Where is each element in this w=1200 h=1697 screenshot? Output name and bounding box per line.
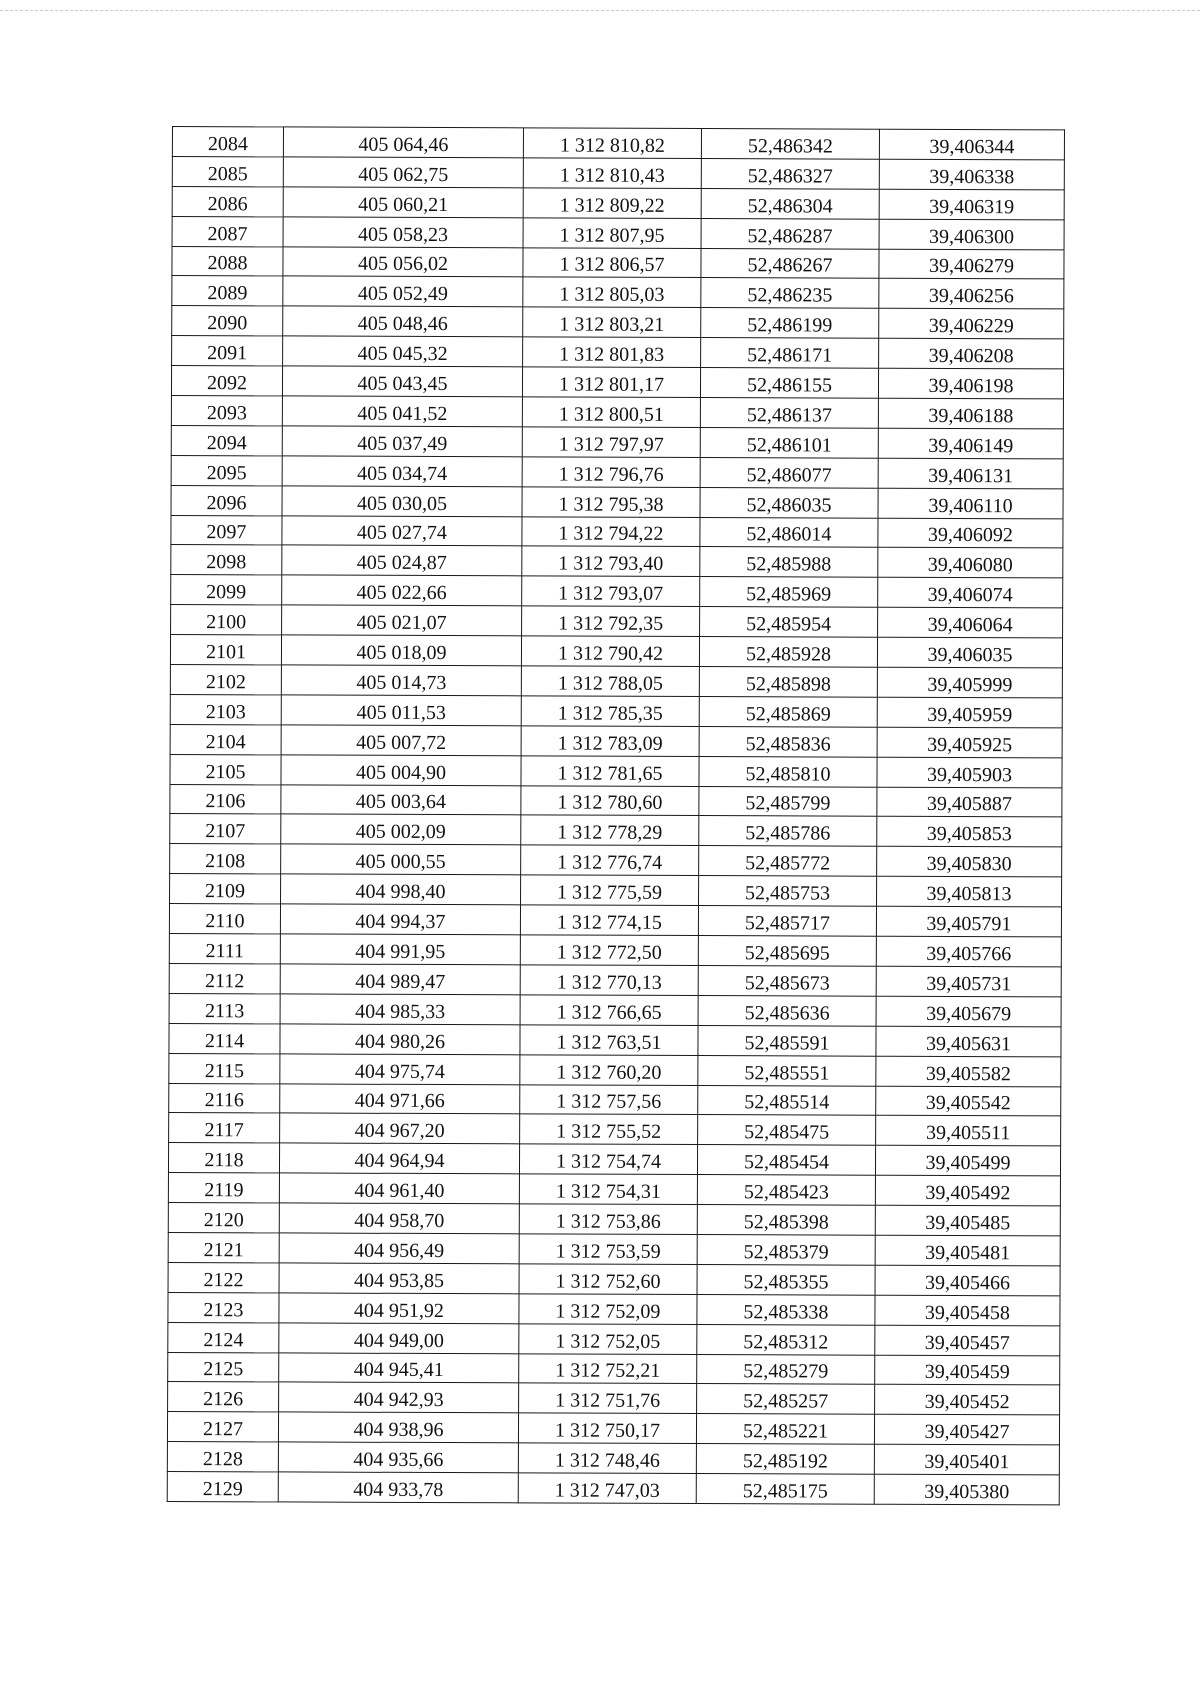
point-number-cell: 2100 xyxy=(171,605,282,635)
x-coordinate-cell: 404 967,20 xyxy=(280,1113,520,1144)
latitude-cell: 52,486235 xyxy=(701,278,879,309)
table-row xyxy=(172,156,1064,189)
point-number-cell: 2095 xyxy=(171,455,282,485)
point-number-cell: 2121 xyxy=(168,1232,279,1262)
x-coordinate-cell: 405 058,23 xyxy=(283,217,523,248)
longitude-cell: 39,406338 xyxy=(879,159,1064,190)
y-coordinate-cell: 1 312 795,38 xyxy=(522,487,700,518)
longitude-cell: 39,405542 xyxy=(876,1086,1061,1117)
table-row xyxy=(171,485,1063,518)
longitude-cell: 39,406131 xyxy=(878,458,1063,489)
longitude-cell: 39,405853 xyxy=(877,817,1062,848)
latitude-cell: 52,485355 xyxy=(697,1264,875,1295)
longitude-cell: 39,405813 xyxy=(877,876,1062,907)
table-row xyxy=(169,1053,1061,1086)
table-row xyxy=(169,1023,1061,1056)
table-row xyxy=(170,844,1062,877)
latitude-cell: 52,486171 xyxy=(701,338,879,369)
latitude-cell: 52,486287 xyxy=(701,218,879,249)
longitude-cell: 39,405959 xyxy=(877,697,1062,728)
table-row xyxy=(169,934,1061,967)
x-coordinate-cell: 405 043,45 xyxy=(282,366,522,397)
point-number-cell: 2107 xyxy=(170,814,281,844)
point-number-cell: 2099 xyxy=(171,575,282,605)
longitude-cell: 39,405466 xyxy=(875,1265,1060,1296)
longitude-cell: 39,405499 xyxy=(875,1145,1060,1176)
x-coordinate-cell: 404 938,96 xyxy=(278,1412,518,1443)
y-coordinate-cell: 1 312 801,83 xyxy=(523,337,701,368)
y-coordinate-cell: 1 312 793,07 xyxy=(522,576,700,607)
x-coordinate-cell: 405 045,32 xyxy=(283,336,523,367)
longitude-cell: 39,406092 xyxy=(878,518,1063,549)
y-coordinate-cell: 1 312 780,60 xyxy=(521,785,699,816)
point-number-cell: 2096 xyxy=(171,485,282,515)
point-number-cell: 2111 xyxy=(169,934,280,964)
table-row xyxy=(171,545,1063,578)
point-number-cell: 2088 xyxy=(172,246,283,276)
longitude-cell: 39,406110 xyxy=(878,488,1063,519)
x-coordinate-cell: 405 027,74 xyxy=(282,516,522,547)
x-coordinate-cell: 404 985,33 xyxy=(280,994,520,1025)
point-number-cell: 2108 xyxy=(170,844,281,874)
x-coordinate-cell: 405 022,66 xyxy=(282,575,522,606)
latitude-cell: 52,485869 xyxy=(699,696,877,727)
point-number-cell: 2112 xyxy=(169,963,280,993)
table-row xyxy=(168,1262,1060,1295)
latitude-cell: 52,485836 xyxy=(699,726,877,757)
point-number-cell: 2089 xyxy=(172,276,283,306)
y-coordinate-cell: 1 312 806,57 xyxy=(523,247,701,278)
longitude-cell: 39,405903 xyxy=(877,757,1062,788)
y-coordinate-cell: 1 312 810,82 xyxy=(523,128,701,159)
table-row xyxy=(170,784,1062,817)
longitude-cell: 39,405380 xyxy=(874,1474,1059,1505)
y-coordinate-cell: 1 312 807,95 xyxy=(523,218,701,249)
longitude-cell: 39,406198 xyxy=(878,368,1063,399)
y-coordinate-cell: 1 312 794,22 xyxy=(522,516,700,547)
point-number-cell: 2101 xyxy=(170,635,281,665)
latitude-cell: 52,485969 xyxy=(700,577,878,608)
longitude-cell: 39,405791 xyxy=(876,906,1061,937)
latitude-cell: 52,485753 xyxy=(699,876,877,907)
table-row xyxy=(171,396,1063,429)
y-coordinate-cell: 1 312 752,05 xyxy=(519,1323,697,1354)
longitude-cell: 39,406080 xyxy=(878,548,1063,579)
longitude-cell: 39,406188 xyxy=(878,398,1063,429)
point-number-cell: 2097 xyxy=(171,515,282,545)
latitude-cell: 52,486199 xyxy=(701,308,879,339)
x-coordinate-cell: 405 024,87 xyxy=(282,545,522,576)
y-coordinate-cell: 1 312 752,60 xyxy=(519,1264,697,1295)
table-row xyxy=(168,1173,1060,1206)
point-number-cell: 2117 xyxy=(169,1113,280,1143)
y-coordinate-cell: 1 312 797,97 xyxy=(522,427,700,458)
table-row xyxy=(169,993,1061,1026)
y-coordinate-cell: 1 312 748,46 xyxy=(518,1443,696,1474)
y-coordinate-cell: 1 312 783,09 xyxy=(521,726,699,757)
point-number-cell: 2126 xyxy=(168,1382,279,1412)
latitude-cell: 52,486137 xyxy=(700,398,878,429)
latitude-cell: 52,485717 xyxy=(698,906,876,937)
longitude-cell: 39,405485 xyxy=(875,1205,1060,1236)
table-row xyxy=(171,366,1063,399)
x-coordinate-cell: 405 014,73 xyxy=(281,665,521,696)
table-row xyxy=(172,336,1064,369)
x-coordinate-cell: 405 030,05 xyxy=(282,486,522,517)
point-number-cell: 2086 xyxy=(172,186,283,216)
latitude-cell: 52,485898 xyxy=(699,667,877,698)
x-coordinate-cell: 405 007,72 xyxy=(281,725,521,756)
table-row xyxy=(170,724,1062,757)
table-row xyxy=(168,1382,1060,1415)
latitude-cell: 52,485454 xyxy=(697,1145,875,1176)
table-row xyxy=(170,665,1062,698)
x-coordinate-cell: 405 064,46 xyxy=(283,127,523,158)
y-coordinate-cell: 1 312 778,29 xyxy=(521,815,699,846)
longitude-cell: 39,405457 xyxy=(875,1325,1060,1356)
y-coordinate-cell: 1 312 792,35 xyxy=(522,606,700,637)
longitude-cell: 39,405401 xyxy=(874,1444,1059,1475)
longitude-cell: 39,406074 xyxy=(878,578,1063,609)
point-number-cell: 2104 xyxy=(170,724,281,754)
latitude-cell: 52,485475 xyxy=(698,1115,876,1146)
x-coordinate-cell: 405 037,49 xyxy=(282,426,522,457)
table-row xyxy=(169,904,1061,937)
longitude-cell: 39,405731 xyxy=(876,966,1061,997)
y-coordinate-cell: 1 312 754,74 xyxy=(519,1144,697,1175)
point-number-cell: 2120 xyxy=(168,1203,279,1233)
longitude-cell: 39,405492 xyxy=(875,1175,1060,1206)
x-coordinate-cell: 404 953,85 xyxy=(279,1263,519,1294)
y-coordinate-cell: 1 312 803,21 xyxy=(523,307,701,338)
table-row xyxy=(168,1322,1060,1355)
latitude-cell: 52,485312 xyxy=(697,1324,875,1355)
table-row xyxy=(168,1232,1060,1265)
latitude-cell: 52,485636 xyxy=(698,995,876,1026)
table-row xyxy=(167,1412,1059,1445)
x-coordinate-cell: 404 933,78 xyxy=(278,1472,518,1503)
y-coordinate-cell: 1 312 801,17 xyxy=(522,367,700,398)
y-coordinate-cell: 1 312 760,20 xyxy=(520,1054,698,1085)
y-coordinate-cell: 1 312 753,86 xyxy=(519,1204,697,1235)
y-coordinate-cell: 1 312 752,09 xyxy=(519,1294,697,1325)
point-number-cell: 2087 xyxy=(172,216,283,246)
y-coordinate-cell: 1 312 776,74 xyxy=(521,845,699,876)
table-row xyxy=(171,575,1063,608)
point-number-cell: 2118 xyxy=(168,1143,279,1173)
x-coordinate-cell: 404 951,92 xyxy=(279,1293,519,1324)
latitude-cell: 52,486014 xyxy=(700,517,878,548)
longitude-cell: 39,405887 xyxy=(877,787,1062,818)
point-number-cell: 2124 xyxy=(168,1322,279,1352)
point-number-cell: 2091 xyxy=(172,336,283,366)
scan-top-border xyxy=(0,10,1200,11)
y-coordinate-cell: 1 312 753,59 xyxy=(519,1234,697,1265)
latitude-cell: 52,485695 xyxy=(698,936,876,967)
latitude-cell: 52,485338 xyxy=(697,1294,875,1325)
point-number-cell: 2129 xyxy=(167,1472,278,1502)
y-coordinate-cell: 1 312 766,65 xyxy=(520,995,698,1026)
longitude-cell: 39,405427 xyxy=(874,1415,1059,1446)
table-row xyxy=(171,605,1063,638)
point-number-cell: 2092 xyxy=(171,366,282,396)
longitude-cell: 39,405631 xyxy=(876,1026,1061,1057)
longitude-cell: 39,405452 xyxy=(875,1385,1060,1416)
x-coordinate-cell: 405 021,07 xyxy=(282,605,522,636)
point-number-cell: 2103 xyxy=(170,694,281,724)
latitude-cell: 52,485810 xyxy=(699,756,877,787)
x-coordinate-cell: 404 989,47 xyxy=(280,964,520,995)
latitude-cell: 52,486267 xyxy=(701,248,879,279)
y-coordinate-cell: 1 312 763,51 xyxy=(520,1025,698,1056)
point-number-cell: 2116 xyxy=(169,1083,280,1113)
latitude-cell: 52,485786 xyxy=(699,816,877,847)
x-coordinate-cell: 404 958,70 xyxy=(279,1203,519,1234)
table-row xyxy=(170,635,1062,668)
point-number-cell: 2085 xyxy=(172,156,283,186)
point-number-cell: 2123 xyxy=(168,1292,279,1322)
latitude-cell: 52,485673 xyxy=(698,965,876,996)
x-coordinate-cell: 404 975,74 xyxy=(280,1054,520,1085)
y-coordinate-cell: 1 312 805,03 xyxy=(523,277,701,308)
y-coordinate-cell: 1 312 790,42 xyxy=(521,636,699,667)
longitude-cell: 39,406319 xyxy=(879,189,1064,220)
x-coordinate-cell: 405 018,09 xyxy=(281,635,521,666)
y-coordinate-cell: 1 312 788,05 xyxy=(521,666,699,697)
x-coordinate-cell: 404 961,40 xyxy=(279,1173,519,1204)
latitude-cell: 52,486342 xyxy=(701,129,879,160)
table-row xyxy=(168,1292,1060,1325)
latitude-cell: 52,485799 xyxy=(699,786,877,817)
table-row xyxy=(172,186,1064,219)
point-number-cell: 2110 xyxy=(169,904,280,934)
longitude-cell: 39,406149 xyxy=(878,428,1063,459)
x-coordinate-cell: 404 964,94 xyxy=(279,1143,519,1174)
y-coordinate-cell: 1 312 755,52 xyxy=(520,1114,698,1145)
latitude-cell: 52,486101 xyxy=(700,427,878,458)
point-number-cell: 2127 xyxy=(167,1412,278,1442)
x-coordinate-cell: 405 002,09 xyxy=(281,814,521,845)
x-coordinate-cell: 404 998,40 xyxy=(281,874,521,905)
point-number-cell: 2114 xyxy=(169,1023,280,1053)
x-coordinate-cell: 405 062,75 xyxy=(283,157,523,188)
longitude-cell: 39,406344 xyxy=(879,129,1064,160)
x-coordinate-cell: 405 011,53 xyxy=(281,695,521,726)
latitude-cell: 52,485257 xyxy=(697,1384,875,1415)
point-number-cell: 2125 xyxy=(168,1352,279,1382)
longitude-cell: 39,405458 xyxy=(875,1295,1060,1326)
table-row xyxy=(171,455,1063,488)
longitude-cell: 39,405925 xyxy=(877,727,1062,758)
x-coordinate-cell: 405 048,46 xyxy=(283,306,523,337)
latitude-cell: 52,486304 xyxy=(701,188,879,219)
y-coordinate-cell: 1 312 800,51 xyxy=(522,397,700,428)
x-coordinate-cell: 405 034,74 xyxy=(282,456,522,487)
x-coordinate-cell: 405 041,52 xyxy=(282,396,522,427)
x-coordinate-cell: 405 052,49 xyxy=(283,276,523,307)
x-coordinate-cell: 404 980,26 xyxy=(280,1024,520,1055)
y-coordinate-cell: 1 312 785,35 xyxy=(521,696,699,727)
x-coordinate-cell: 405 060,21 xyxy=(283,187,523,218)
y-coordinate-cell: 1 312 774,15 xyxy=(520,905,698,936)
longitude-cell: 39,406279 xyxy=(879,249,1064,280)
y-coordinate-cell: 1 312 770,13 xyxy=(520,965,698,996)
point-number-cell: 2105 xyxy=(170,754,281,784)
point-number-cell: 2115 xyxy=(169,1053,280,1083)
latitude-cell: 52,485379 xyxy=(697,1234,875,1265)
point-number-cell: 2098 xyxy=(171,545,282,575)
x-coordinate-cell: 404 991,95 xyxy=(280,934,520,965)
table-row xyxy=(167,1472,1059,1505)
latitude-cell: 52,485423 xyxy=(697,1175,875,1206)
longitude-cell: 39,406035 xyxy=(877,637,1062,668)
table-row xyxy=(172,216,1064,249)
y-coordinate-cell: 1 312 796,76 xyxy=(522,457,700,488)
y-coordinate-cell: 1 312 775,59 xyxy=(521,875,699,906)
point-number-cell: 2122 xyxy=(168,1262,279,1292)
y-coordinate-cell: 1 312 772,50 xyxy=(520,935,698,966)
table-row xyxy=(167,1442,1059,1475)
latitude-cell: 52,485928 xyxy=(699,637,877,668)
y-coordinate-cell: 1 312 781,65 xyxy=(521,756,699,787)
table-row xyxy=(170,754,1062,787)
point-number-cell: 2093 xyxy=(171,396,282,426)
table-row xyxy=(169,963,1061,996)
latitude-cell: 52,485772 xyxy=(699,846,877,877)
table-row xyxy=(168,1143,1060,1176)
point-number-cell: 2113 xyxy=(169,993,280,1023)
x-coordinate-cell: 404 956,49 xyxy=(279,1233,519,1264)
y-coordinate-cell: 1 312 754,31 xyxy=(519,1174,697,1205)
x-coordinate-cell: 405 000,55 xyxy=(281,844,521,875)
x-coordinate-cell: 404 949,00 xyxy=(279,1323,519,1354)
longitude-cell: 39,405481 xyxy=(875,1235,1060,1266)
point-number-cell: 2090 xyxy=(172,306,283,336)
longitude-cell: 39,405999 xyxy=(877,667,1062,698)
point-number-cell: 2084 xyxy=(172,127,283,157)
point-number-cell: 2119 xyxy=(168,1173,279,1203)
table-row xyxy=(172,306,1064,339)
latitude-cell: 52,486327 xyxy=(701,158,879,189)
longitude-cell: 39,406064 xyxy=(878,607,1063,638)
coordinates-table-body xyxy=(167,127,1064,1505)
table-row xyxy=(168,1352,1060,1385)
x-coordinate-cell: 405 003,64 xyxy=(281,785,521,816)
latitude-cell: 52,485988 xyxy=(700,547,878,578)
x-coordinate-cell: 404 994,37 xyxy=(280,904,520,935)
point-number-cell: 2109 xyxy=(170,874,281,904)
longitude-cell: 39,405766 xyxy=(876,936,1061,967)
y-coordinate-cell: 1 312 747,03 xyxy=(518,1473,696,1504)
table-row xyxy=(171,515,1063,548)
x-coordinate-cell: 404 945,41 xyxy=(279,1352,519,1383)
table-row xyxy=(172,246,1064,279)
latitude-cell: 52,485954 xyxy=(700,607,878,638)
x-coordinate-cell: 404 942,93 xyxy=(279,1382,519,1413)
longitude-cell: 39,405582 xyxy=(876,1056,1061,1087)
coordinates-table xyxy=(167,126,1065,1505)
point-number-cell: 2094 xyxy=(171,425,282,455)
y-coordinate-cell: 1 312 809,22 xyxy=(523,188,701,219)
point-number-cell: 2106 xyxy=(170,784,281,814)
table-row xyxy=(172,276,1064,309)
latitude-cell: 52,486077 xyxy=(700,457,878,488)
y-coordinate-cell: 1 312 793,40 xyxy=(522,546,700,577)
y-coordinate-cell: 1 312 751,76 xyxy=(519,1383,697,1414)
y-coordinate-cell: 1 312 750,17 xyxy=(518,1413,696,1444)
point-number-cell: 2102 xyxy=(170,665,281,695)
table-row xyxy=(170,694,1062,727)
longitude-cell: 39,405511 xyxy=(876,1116,1061,1147)
table-row xyxy=(170,874,1062,907)
longitude-cell: 39,405830 xyxy=(877,847,1062,878)
latitude-cell: 52,485591 xyxy=(698,1025,876,1056)
table-row xyxy=(169,1113,1061,1146)
longitude-cell: 39,406229 xyxy=(879,309,1064,340)
longitude-cell: 39,406300 xyxy=(879,219,1064,250)
x-coordinate-cell: 404 971,66 xyxy=(280,1083,520,1114)
latitude-cell: 52,485175 xyxy=(696,1474,874,1505)
x-coordinate-cell: 404 935,66 xyxy=(278,1442,518,1473)
x-coordinate-cell: 405 056,02 xyxy=(283,246,523,277)
y-coordinate-cell: 1 312 810,43 xyxy=(523,158,701,189)
longitude-cell: 39,405459 xyxy=(875,1355,1060,1386)
point-number-cell: 2128 xyxy=(167,1442,278,1472)
latitude-cell: 52,485279 xyxy=(697,1354,875,1385)
y-coordinate-cell: 1 312 752,21 xyxy=(519,1353,697,1384)
table-row xyxy=(168,1203,1060,1236)
table-row xyxy=(172,127,1064,160)
table-row xyxy=(171,425,1063,458)
longitude-cell: 39,406256 xyxy=(879,279,1064,310)
longitude-cell: 39,405679 xyxy=(876,996,1061,1027)
longitude-cell: 39,406208 xyxy=(879,338,1064,369)
latitude-cell: 52,485192 xyxy=(696,1444,874,1475)
latitude-cell: 52,485398 xyxy=(697,1205,875,1236)
y-coordinate-cell: 1 312 757,56 xyxy=(520,1084,698,1115)
latitude-cell: 52,486155 xyxy=(700,368,878,399)
latitude-cell: 52,485221 xyxy=(696,1414,874,1445)
table-row xyxy=(170,814,1062,847)
x-coordinate-cell: 405 004,90 xyxy=(281,755,521,786)
table-row xyxy=(169,1083,1061,1116)
latitude-cell: 52,485551 xyxy=(698,1055,876,1086)
latitude-cell: 52,485514 xyxy=(698,1085,876,1116)
latitude-cell: 52,486035 xyxy=(700,487,878,518)
